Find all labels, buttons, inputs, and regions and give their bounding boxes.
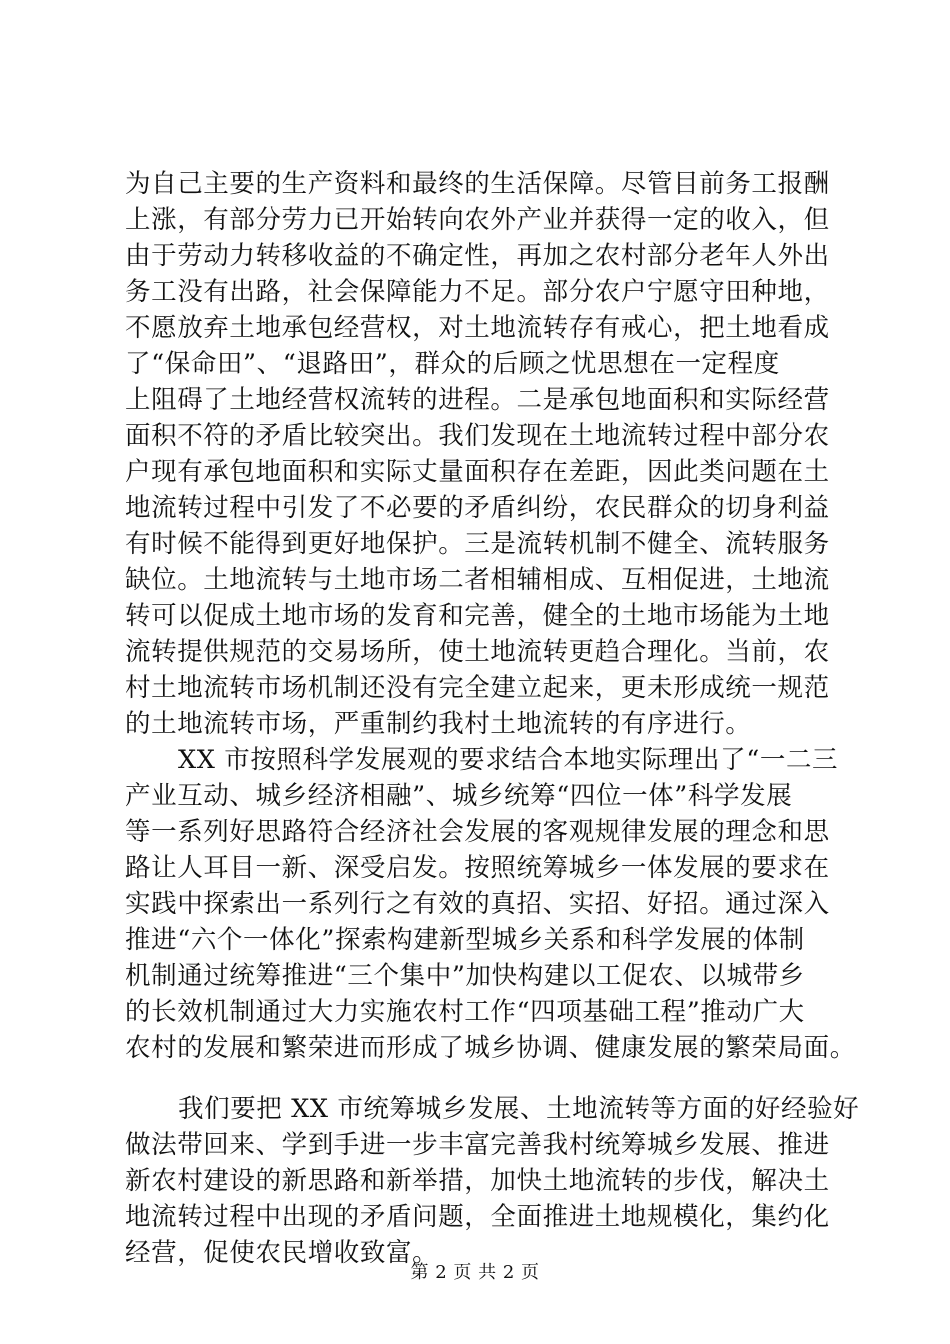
text-line: 的长效机制通过大力实施农村工作“四项基础工程”推动广大 [125, 997, 805, 1027]
text-line: 实践中探索出一系列行之有效的真招、实招、好招。通过深入 [125, 889, 830, 919]
text-line: 等一系列好思路符合经济社会发展的客观规律发展的理念和思 [125, 817, 830, 847]
text-line: 机制通过统筹推进“三个集中”加快构建以工促农、以城带乡 [125, 961, 805, 991]
text-line: 由于劳动力转移收益的不确定性，再加之农村部分老年人外出 [125, 241, 830, 271]
text-line: 推进“六个一体化”探索构建新型城乡关系和科学发展的体制 [125, 925, 805, 955]
text-line: 农村的发展和繁荣进而形成了城乡协调、健康发展的繁荣局面。 [125, 1033, 856, 1063]
text-line: 上阻碍了土地经营权流转的进程。二是承包地面积和实际经营 [125, 385, 830, 415]
page-number-footer: 第 2 页 共 2 页 [410, 1262, 540, 1283]
text-line: 有时候不能得到更好地保护。三是流转机制不健全、流转服务 [125, 529, 830, 559]
text-line: 务工没有出路，社会保障能力不足。部分农户宁愿守田种地， [125, 277, 830, 307]
text-line: 地流转过程中出现的矛盾问题，全面推进土地规模化，集约化 [125, 1202, 830, 1232]
text-line: 村土地流转市场机制还没有完全建立起来，更未形成统一规范 [125, 673, 830, 703]
text-line: 为自己主要的生产资料和最终的生活保障。尽管目前务工报酬 [125, 169, 830, 199]
text-line: 面积不符的矛盾比较突出。我们发现在土地流转过程中部分农 [125, 421, 830, 451]
text-line: 做法带回来、学到手进一步丰富完善我村统筹城乡发展、推进 [125, 1130, 830, 1160]
text-line: 的土地流转市场，严重制约我村土地流转的有序进行。 [125, 709, 752, 739]
text-line: 转可以促成土地市场的发育和完善，健全的土地市场能为土地 [125, 601, 830, 631]
text-line: 户现有承包地面积和实际丈量面积存在差距，因此类问题在土 [125, 457, 830, 487]
text-line: 新农村建设的新思路和新举措，加快土地流转的步伐，解决土 [125, 1166, 830, 1196]
text-line: 产业互动、城乡经济相融”、城乡统筹“四位一体”科学发展 [125, 781, 793, 811]
text-line: 缺位。土地流转与土地市场二者相辅相成、互相促进，土地流 [125, 565, 830, 595]
text-line: XX 市按照科学发展观的要求结合本地实际理出了“一二三 [178, 745, 839, 775]
text-line: 上涨，有部分劳力已开始转向农外产业并获得一定的收入，但 [125, 205, 830, 235]
text-line: 经营，促使农民增收致富。 [125, 1238, 439, 1268]
text-line: 我们要把 XX 市统筹城乡发展、土地流转等方面的好经验好 [178, 1094, 860, 1124]
text-line: 了“保命田”、“退路田”，群众的后顾之忧思想在一定程度 [125, 349, 780, 379]
text-line: 不愿放弃土地承包经营权，对土地流转存有戒心，把土地看成 [125, 313, 830, 343]
text-line: 路让人耳目一新、深受启发。按照统筹城乡一体发展的要求在 [125, 853, 830, 883]
text-line: 地流转过程中引发了不必要的矛盾纠纷，农民群众的切身利益 [125, 493, 830, 523]
text-line: 流转提供规范的交易场所，使土地流转更趋合理化。当前，农 [125, 637, 830, 667]
